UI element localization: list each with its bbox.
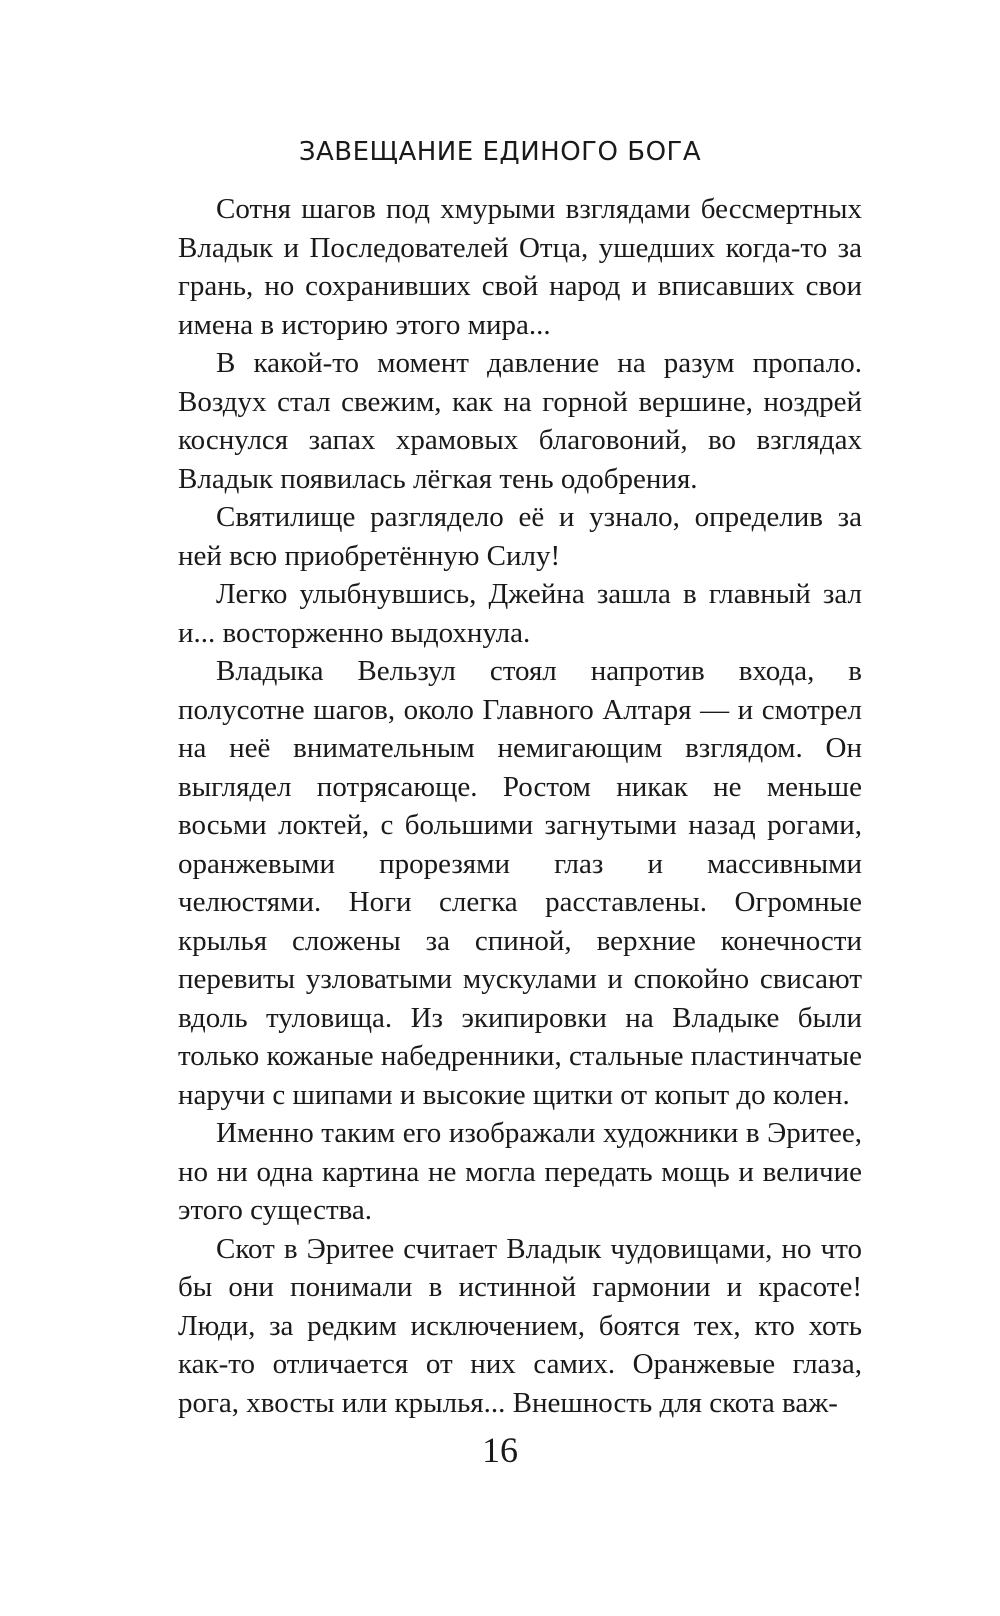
running-title: ЗАВЕЩАНИЕ ЕДИНОГО БОГА [298,137,702,167]
paragraph: Сотня шагов под хмурыми взглядами бессмертных Владык и Последователей Отца, ушедших когда-то за грань, но сохранивших свой народ и вписавших свои имена в историю этого мира... [178,193,862,341]
page-number: 16 [482,1430,518,1470]
paragraph: В какой-то момент давление на разум пропало. Воздух стал свежим, как на горной вершине, ноздрей коснулся запах храмовых благовоний, во взглядах Владык появилась лёгкая тень одобрения. [178,347,862,495]
paragraph: Легко улыбнувшись, Джейна зашла в главный зал и... восторженно выдохнула. [178,578,862,649]
paragraph: Владыка Вельзул стоял напротив входа, в полусотне шагов, около Главного Алтаря — и смотрел на неё внимательным немигающим взглядом. Он выглядел потрясающе. Ростом никак не меньше восьми локтей, с большими загнутыми назад рогами, оранжевыми прорезями глаз и массивными челюстями. Ноги слегка расставлены. Огромные крылья сложены за спиной, верхние конечности перевиты узловатыми мускулами и спокойно свисают вдоль туловища. Из экипировки на Владыке были только кожаные набедренники, стальные пластинчатые наручи с шипами и высокие щитки от копыт до колен. [178,655,862,1111]
paragraph: Скот в Эритее считает Владык чудовищами, но что бы они понимали в истинной гармонии и красоте! Люди, за редким исключением, боятся тех, кто хоть как-то отличается от них самих. Оранжевые глаза, рога, хвосты или крылья... Внешность для скота важ- [178,1232,862,1419]
paragraph: Именно таким его изображали художники в Эритее, но ни одна картина не могла передать мощь и величие этого существа. [178,1117,862,1226]
body-text [178,190,862,1422]
paragraph: Святилище разглядело её и узнало, определив за ней всю приобретённую Силу! [178,501,862,572]
